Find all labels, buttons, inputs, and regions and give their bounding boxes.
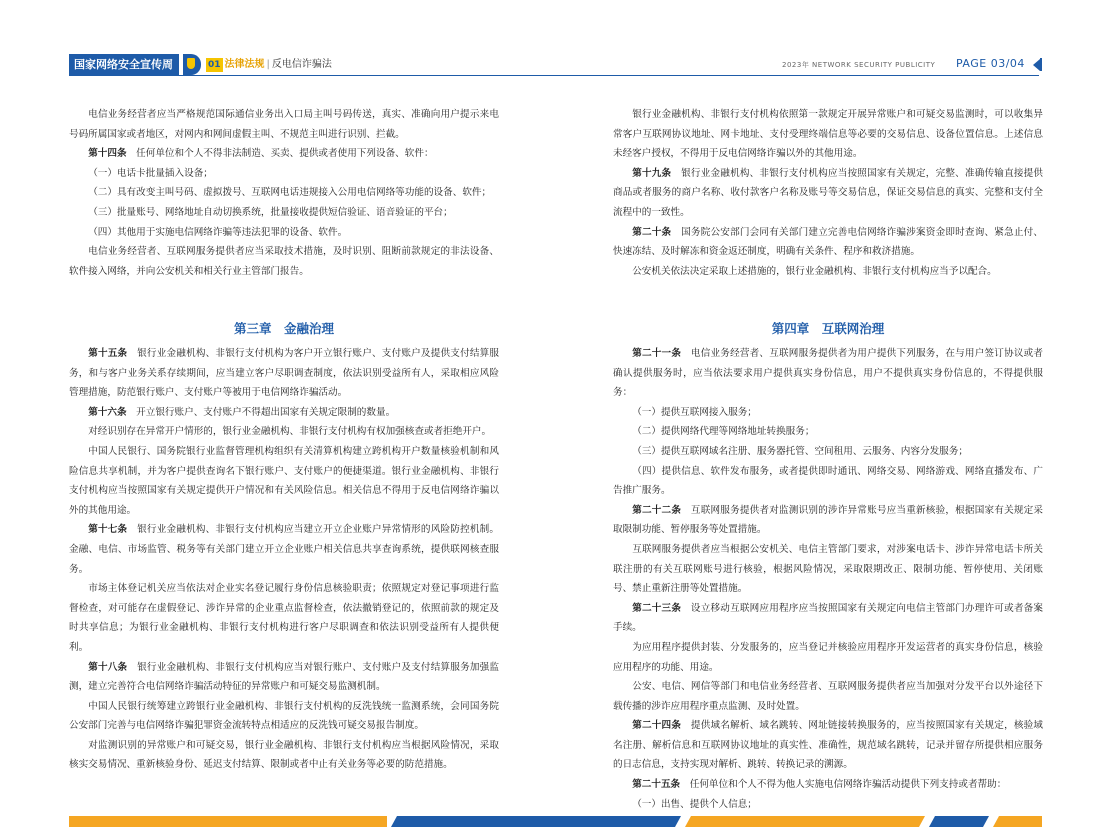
article-paragraph	[69, 520, 499, 579]
section-number: 01	[208, 60, 221, 70]
section-title: 反电信诈骗法	[271, 59, 332, 70]
article-paragraph	[613, 775, 1043, 795]
footer-segment	[391, 816, 681, 827]
paragraph-text: 互联网服务提供者应当根据公安机关、电信主管部门要求，对涉案电话卡、涉诈异常电话卡所关联注册的有关互联网账号进行核验，根据风险情况，采取限期改正、限制功能、暂停使用、关闭账号、禁止重新注册等处置措施。	[613, 543, 1043, 595]
paragraph-text: 互联网服务提供者对监测识别的涉诈异常账号应当重新核验，根据国家有关规定采取限制功能、暂停服务等处置措施。	[613, 504, 1044, 536]
paragraph-text: 国务院公安部门会同有关部门建立完善电信网络诈骗涉案资金即时查询、紧急止付、快速冻结、及时解冻和资金返还制度，明确有关条件、程序和救济措施。	[613, 226, 1044, 258]
paragraph-text: （一）出售、提供个人信息；	[632, 798, 757, 810]
article-number: 第二十二条	[632, 504, 682, 516]
paragraph	[613, 540, 1043, 599]
right-intro-text	[613, 105, 1043, 281]
paragraph-text: 任何单位和个人不得非法制造、买卖、提供或者使用下列设备、软件：	[136, 148, 434, 160]
header-rule	[69, 75, 1039, 76]
paragraph-text: （三）批量账号、网络地址自动切换系统，批量接收提供短信验证、语音验证的平台；	[88, 206, 453, 218]
paragraph-text: （三）提供互联网域名注册、服务器托管、空间租用、云服务、内容分发服务；	[632, 445, 968, 457]
paragraph	[613, 677, 1043, 716]
paragraph-text: 银行业金融机构、非银行支付机构应当按照国家有关规定，完整、准确传输直接提供商品或者服务的商户名称、收付款客户名称及账号等交易信息，保证交易信息的真实、完整和支付全流程中的一致性。	[613, 167, 1044, 218]
article-paragraph	[613, 716, 1043, 775]
footer-segment	[929, 816, 989, 827]
right-body-text	[613, 344, 1043, 814]
paragraph-text: 设立移动互联网应用程序应当按照国家有关规定向电信主管部门办理许可或者备案手续。	[613, 602, 1044, 634]
paragraph	[613, 638, 1043, 677]
article-number: 第二十三条	[632, 602, 682, 614]
paragraph-text: 银行业金融机构、非银行支付机构依照第一款规定开展异常账户和可疑交易监测时，可以收集异常客户互联网协议地址、网卡地址、支付受理终端信息等必要的交易信息、设备位置信息。上述信息未经客户授权，不得用于反电信网络诈骗以外的其他用途。	[613, 109, 1043, 160]
paragraph	[69, 736, 499, 775]
paragraph	[69, 697, 499, 736]
paragraph	[613, 403, 1043, 423]
footer-segment	[685, 816, 925, 827]
article-number: 第十五条	[88, 348, 128, 359]
paragraph	[69, 164, 499, 184]
paragraph-text: （一）电话卡批量插入设备；	[88, 167, 213, 179]
brand-label: 国家网络安全宣传周	[69, 54, 179, 75]
article-number: 第十九条	[632, 167, 672, 179]
paragraph-text: （四）其他用于实施电信网络诈骗等违法犯罪的设备、软件。	[88, 226, 348, 238]
article-number: 第十四条	[88, 148, 127, 160]
shield-icon	[183, 54, 201, 75]
footer-segment	[69, 816, 387, 827]
page-bar-icon	[1040, 58, 1042, 71]
paragraph-text: （四）提供信息、软件发布服务，或者提供即时通讯、网络交易、网络游戏、网络直播发布、广告推广服务。	[613, 465, 1043, 497]
article-paragraph	[613, 599, 1043, 638]
article-paragraph	[613, 501, 1043, 540]
article-number: 第二十四条	[632, 720, 682, 732]
chapter-3-title: 第三章 金融治理	[233, 321, 334, 336]
paragraph-text: 提供域名解析、域名跳转、网址链接转换服务的，应当按照国家有关规定，核验域名注册、解析信息和互联网协议地址的真实性、准确性，规范域名跳转，记录并留存所提供相应服务的日志信息，支持实现对解析、跳转、转换记录的溯源。	[613, 720, 1044, 771]
article-number: 第二十条	[632, 226, 672, 238]
paragraph-text: 公安、电信、网信等部门和电信业务经营者、互联网服务提供者应当加强对分发平台以外途径下载传播的涉诈应用程序重点监测、及时处置。	[613, 681, 1043, 712]
paragraph-text: 任何单位和个人不得为他人实施电信网络诈骗活动提供下列支持或者帮助：	[689, 779, 1007, 791]
article-number: 第十六条	[88, 406, 127, 418]
article-paragraph	[69, 658, 499, 697]
publicity-label: 2023年 NETWORK SECURITY PUBLICITY	[782, 61, 936, 69]
section-separator: |	[266, 59, 270, 70]
paragraph	[69, 105, 499, 144]
paragraph-text: 电信业务经营者、互联网服务提供者为用户提供下列服务，在与用户签订协议或者确认提供服务时，应当依法要求用户提供真实身份信息，用户不提供真实身份信息的，不得提供服务：	[613, 348, 1044, 399]
article-paragraph	[69, 403, 499, 423]
paragraph	[69, 223, 499, 243]
paragraph-text: 开立银行账户、支付账户不得超出国家有关规定限制的数量。	[136, 406, 396, 418]
paragraph-text: （一）提供互联网接入服务；	[632, 406, 757, 418]
page-header	[0, 0, 1111, 80]
paragraph	[613, 422, 1043, 442]
article-paragraph	[613, 164, 1043, 223]
article-number: 第十八条	[88, 661, 128, 673]
article-paragraph	[613, 223, 1043, 262]
paragraph-text: 银行业金融机构、非银行支付机构为客户开立银行账户、支付账户及提供支付结算服务，和与客户业务关系存续期间，应当建立客户尽职调查制度，依法识别受益所有人，采取相应风险管理措施，防范银行账户、支付账户等被用于电信网络诈骗活动。	[69, 348, 500, 399]
paragraph	[613, 795, 1043, 815]
page-arrow-icon	[1033, 59, 1040, 71]
paragraph-text: 电信业务经营者、互联网服务提供者应当采取技术措施，及时识别、阻断前款规定的非法设备、软件接入网络，并向公安机关和相关行业主管部门报告。	[69, 246, 499, 277]
section-category: 法律法规	[224, 59, 265, 70]
paragraph	[69, 579, 499, 657]
paragraph	[69, 183, 499, 203]
article-paragraph	[69, 344, 499, 403]
left-intro-text	[69, 105, 499, 281]
article-number: 第十七条	[88, 524, 128, 536]
footer-segment	[993, 816, 1042, 827]
paragraph-text: 对监测识别的异常账户和可疑交易，银行业金融机构、非银行支付机构应当根据风险情况，采取核实交易情况、重新核验身份、延迟支付结算、限制或者中止有关业务等必要的防范措施。	[69, 739, 499, 771]
paragraph-text: 中国人民银行、国务院银行业监督管理机构组织有关清算机构建立跨机构开户数量核验机制和风险信息共享机制，并为客户提供查询名下银行账户、支付账户的便捷渠道。银行业金融机构、非银行支付机构应当按照国家有关规定提供开户情况和有关风险信息。相关信息不得用于反电信网络诈骗以外的其他用途。	[69, 445, 499, 516]
chapter-4-title: 第四章 互联网治理	[771, 321, 885, 336]
paragraph-text: 银行业金融机构、非银行支付机构应当建立开立企业账户异常情形的风险防控机制。金融、电信、市场监管、税务等有关部门建立开立企业账户相关信息共享查询系统，提供联网核查服务。	[69, 524, 500, 575]
paragraph-text: 为应用程序提供封装、分发服务的，应当登记并核验应用程序开发运营者的真实身份信息，核验应用程序的功能、用途。	[613, 641, 1043, 673]
paragraph	[613, 262, 1043, 282]
paragraph	[69, 422, 499, 442]
paragraph-text: 银行业金融机构、非银行支付机构应当对银行账户、支付账户及支付结算服务加强监测，建立完善符合电信网络诈骗活动特征的异常账户和可疑交易监测机制。	[69, 661, 500, 693]
article-paragraph	[613, 344, 1043, 403]
section-breadcrumb	[206, 58, 332, 72]
paragraph	[613, 105, 1043, 164]
paragraph	[613, 462, 1043, 501]
footer-stripe	[69, 816, 1042, 827]
paragraph	[69, 442, 499, 520]
paragraph-text: （二）具有改变主叫号码、虚拟拨号、互联网电话违规接入公用电信网络等功能的设备、软件；	[88, 187, 492, 199]
paragraph	[613, 442, 1043, 462]
paragraph-text: 公安机关依法决定采取上述措施的，银行业金融机构、非银行支付机构应当予以配合。	[632, 265, 997, 277]
paragraph-text: 中国人民银行统筹建立跨银行业金融机构、非银行支付机构的反洗钱统一监测系统，会同国务院公安部门完善与电信网络诈骗犯罪资金流转特点相适应的反洗钱可疑交易报告制度。	[69, 700, 499, 732]
paragraph-text: 对经识别存在异常开户情形的，银行业金融机构、非银行支付机构有权加强核查或者拒绝开户。	[88, 426, 492, 438]
article-number: 第二十五条	[632, 779, 681, 791]
paragraph-text: （二）提供网络代理等网络地址转换服务；	[632, 426, 815, 438]
article-paragraph	[69, 144, 499, 164]
paragraph-text: 电信业务经营者应当严格规范国际通信业务出入口局主叫号码传送，真实、准确向用户提示来电号码所属国家或者地区，对网内和网间虚假主叫、不规范主叫进行识别、拦截。	[69, 109, 499, 140]
left-body-text	[69, 344, 499, 775]
page-number: PAGE 03/04	[956, 57, 1025, 70]
paragraph	[69, 203, 499, 223]
paragraph	[69, 242, 499, 281]
article-number: 第二十一条	[632, 348, 682, 359]
paragraph-text: 市场主体登记机关应当依法对企业实名登记履行身份信息核验职责；依照规定对登记事项进行监督检查，对可能存在虚假登记、涉诈异常的企业重点监督检查，依法撤销登记的，依照前款的规定及时共享信息；为银行业金融机构、非银行支付机构进行客户尽职调查和依法识别受益所有人提供便利。	[69, 583, 499, 653]
